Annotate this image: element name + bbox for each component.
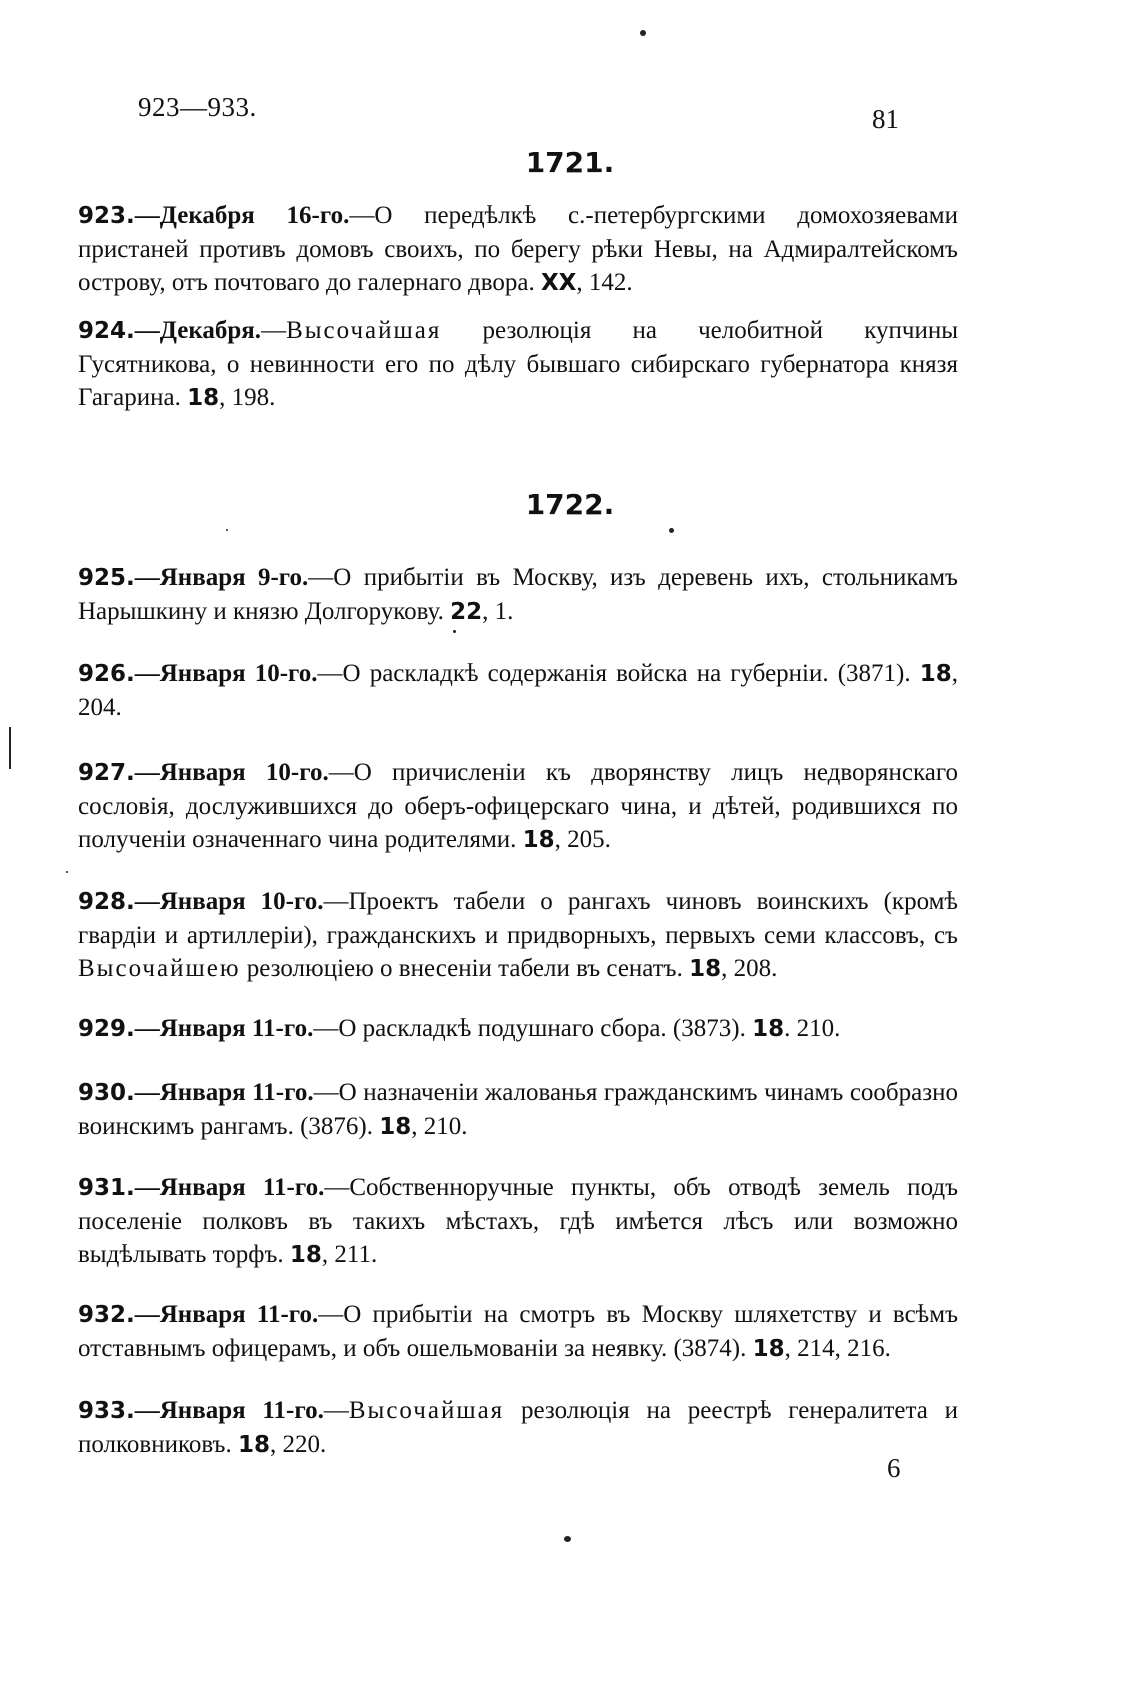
entry-927 (78, 756, 958, 857)
entry-number: 927. (78, 760, 135, 786)
year-heading-1721: 1721. (525, 146, 615, 179)
entry-pages: , 211. (321, 1241, 378, 1268)
scan-speck (9, 727, 11, 769)
entry-text: —О причисленіи къ дворянству лицъ недворянскаго сословія, дослужившихся до оберъ-офицерскаго чина, и дѣтей, родившихся по полученіи означеннаго чина родителями. (78, 759, 958, 853)
entry-date: —Января 10-го. (134, 888, 324, 915)
entry-text-cont: резолюція на реестрѣ генералитета и полковниковъ. (78, 1397, 958, 1458)
scan-speck (226, 529, 228, 531)
entry-923 (78, 199, 958, 300)
entry-date: —Января 10-го. (134, 759, 329, 786)
entry-929 (78, 1012, 958, 1046)
entry-volume: 18 (237, 1432, 270, 1458)
page-number: 81 (872, 104, 899, 134)
entry-926 (78, 657, 958, 724)
entry-spaced-word: Высочайшая (348, 1397, 505, 1424)
entry-volume: 22 (450, 599, 483, 625)
entry-930 (78, 1076, 958, 1144)
entry-text: —Собственноручные пункты, объ отводѣ земель подъ поселеніе полковъ въ такихъ мѣстахъ, гдѣ имѣется лѣсъ или возможно выдѣлывать торфъ. (78, 1174, 958, 1268)
entry-932 (78, 1298, 958, 1366)
entry-text-cont: резолюціею о внесеніи табели въ сенатъ. (240, 955, 683, 982)
entry-text: —О раскладкѣ подушнаго сбора. (3873). (313, 1015, 746, 1042)
entry-date: —Января 9-го. (134, 564, 309, 591)
entry-number: 928. (78, 889, 135, 915)
entry-volume: 18 (752, 1336, 785, 1362)
entry-spaced-word: Высочайшая (286, 317, 442, 344)
entry-text: —Проектъ табели о рангахъ чиновъ воинскихъ (кромѣ гвардіи и артиллеріи), гражданскихъ и придворныхъ, первыхъ семи классовъ, съ (78, 888, 958, 949)
scan-speck (453, 630, 456, 633)
entry-pages: , 1. (482, 598, 514, 625)
entry-volume: 18 (919, 661, 952, 687)
entry-pages: , 204. (78, 660, 958, 721)
entry-text: —О передѣлкѣ с.-петербургскими домохозяевами пристаней противъ домовъ своихъ, по берегу рѣки Невы, на Адмиралтейскомъ острову, отъ почтоваго до галернаго двора. (78, 202, 958, 296)
entry-number: 932. (78, 1302, 135, 1328)
entry-pages: , 214, 216. (784, 1335, 891, 1362)
entry-date: —Января 11-го. (134, 1015, 314, 1042)
entry-text: — (323, 1397, 349, 1424)
entry-date: —Января 11-го. (134, 1079, 314, 1106)
entry-volume: 18 (689, 956, 722, 982)
entry-date: —Января 11-го. (134, 1301, 319, 1328)
entry-volume: 18 (187, 385, 220, 411)
scan-speck (669, 528, 674, 533)
entry-number: 929. (78, 1016, 135, 1042)
entry-number: 930. (78, 1080, 135, 1106)
entry-number: 924. (78, 318, 135, 344)
entry-text: —О прибытіи на смотръ въ Москву шляхетству и всѣмъ отставнымъ офицерамъ, и объ ошельмованіи за неявку. (3874). (78, 1301, 958, 1362)
entry-number: 925. (78, 565, 135, 591)
entry-pages: , 220. (269, 1431, 327, 1458)
entry-spaced-word: Высочайшею (78, 955, 241, 982)
entry-text: — (261, 317, 287, 344)
entry-date: —Января 11-го. (134, 1397, 324, 1424)
printer-signature-mark: 6 (887, 1453, 901, 1483)
entry-text: —О назначеніи жалованья гражданскимъ чинамъ сообразно воинскимъ рангамъ. (3876). (78, 1079, 958, 1140)
scan-speck (564, 1536, 571, 1542)
entry-text-cont: резолюція на челобитной купчины Гусятникова, о невинности его по дѣлу бывшаго сибирскаго губернатора князя Гагарина. (78, 317, 958, 411)
entry-pages: , 205. (554, 826, 611, 853)
entry-date: —Декабря. (134, 317, 262, 344)
entry-pages: , 198. (219, 384, 276, 411)
entry-931 (78, 1171, 958, 1272)
entry-number: 931. (78, 1175, 135, 1201)
scan-speck (640, 30, 646, 36)
entry-date: —Января 11-го. (134, 1174, 325, 1201)
entry-number: 933. (78, 1398, 135, 1424)
entry-text: —О раскладкѣ содержанія войска на губерніи. (3871). (317, 660, 911, 687)
entry-volume: 18 (522, 827, 555, 853)
entry-pages: , 210. (411, 1113, 468, 1140)
entry-date: —Января 10-го. (134, 660, 318, 687)
entry-924 (78, 314, 958, 415)
entry-933 (78, 1394, 958, 1462)
entry-number: 926. (78, 661, 135, 687)
entry-pages: , 142. (576, 269, 633, 296)
entry-volume: XX (540, 270, 577, 296)
entry-range-header: 923—933. (138, 92, 257, 122)
entry-volume: 18 (379, 1114, 412, 1140)
entry-pages: . 210. (784, 1015, 841, 1042)
scan-speck (66, 871, 68, 873)
entry-text: —О прибытіи въ Москву, изъ деревень ихъ, стольникамъ Нарышкину и князю Долгорукову. (78, 564, 958, 625)
entry-number: 923. (78, 203, 135, 229)
entry-volume: 18 (289, 1242, 322, 1268)
entry-pages: , 208. (721, 955, 778, 982)
entry-925 (78, 561, 958, 629)
entry-date: —Декабря 16-го. (134, 202, 350, 229)
entry-928 (78, 885, 958, 986)
entry-volume: 18 (752, 1016, 785, 1042)
year-heading-1722: 1722. (525, 488, 615, 521)
